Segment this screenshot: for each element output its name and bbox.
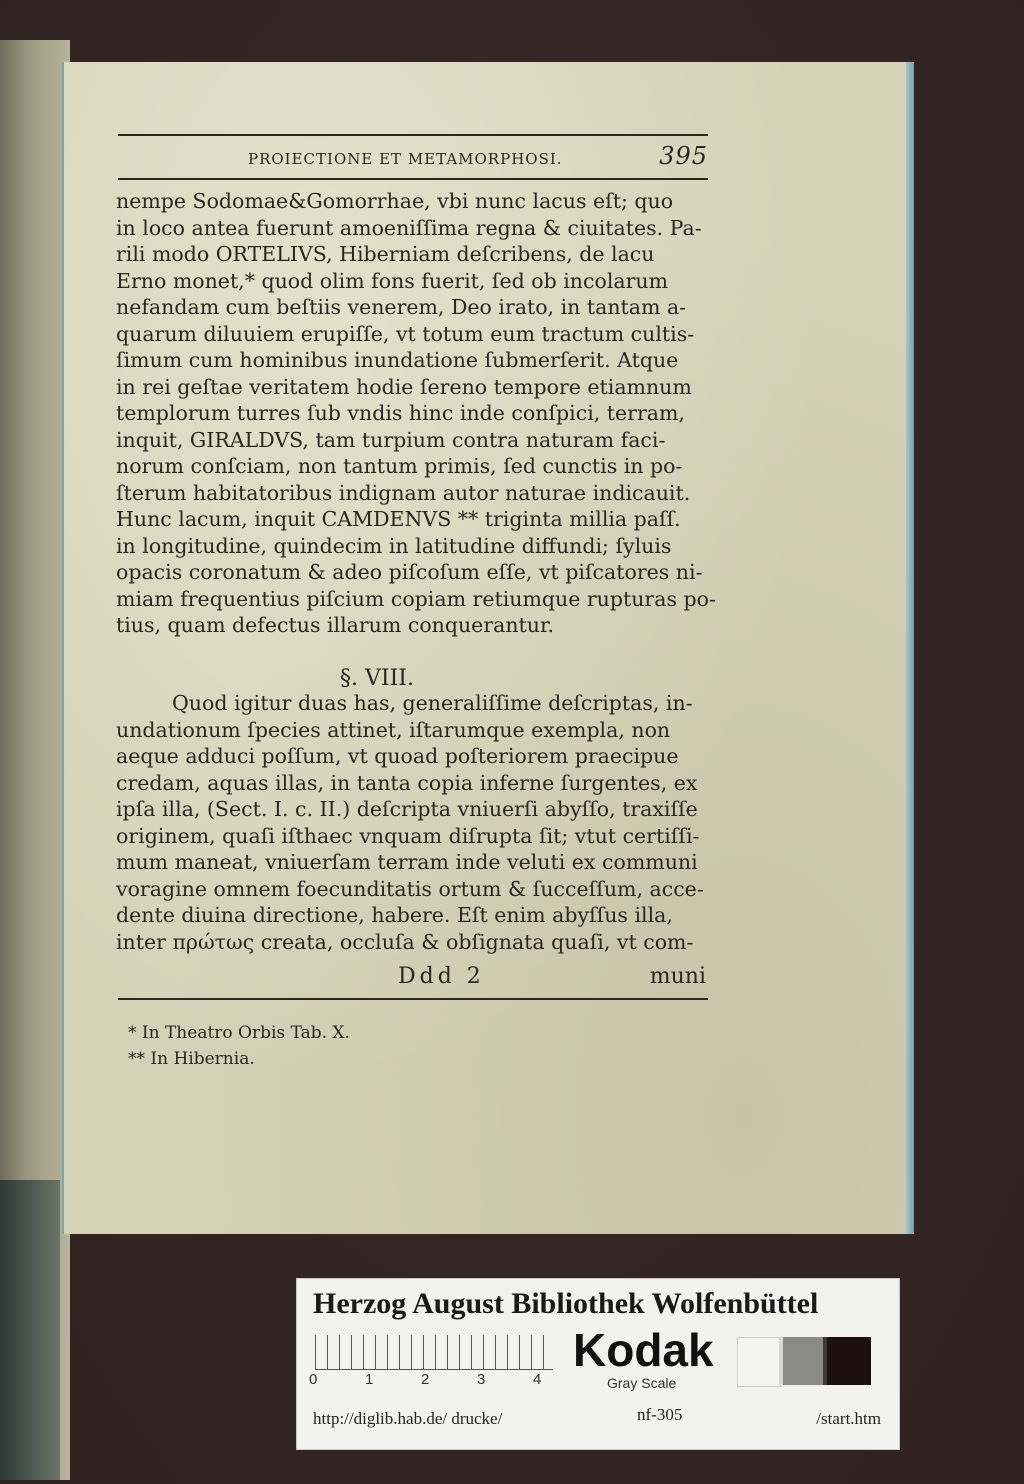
text-line: aeque adduci poſſum, vt quoad poſteriorem praecipue — [116, 744, 679, 768]
text-line: norum conſciam, non tantum primis, ſed cunctis in po- — [116, 454, 683, 478]
text-line: nefandam cum beſtiis venerem, Deo irato, in tantam a- — [116, 295, 687, 319]
text-line: ſterum habitatoribus indignam autor naturae indicauit. — [116, 480, 691, 505]
text-line: quarum diluuiem erupiſſe, vt totum eum tractum cultis- — [116, 321, 695, 346]
text-line: credam, aquas illas, in tanta copia inferne ſurgentes, ex — [116, 770, 698, 795]
text-line: Erno monet,* quod olim fons fuerit, ſed ob incolarum — [116, 268, 669, 293]
shelfmark-code: nf-305 — [637, 1405, 683, 1424]
page-number: 395 — [659, 142, 708, 170]
start-page-link: /start.htm — [816, 1409, 881, 1428]
text-line: ipſa illa, (Sect. I. c. II.) deſcripta vniuerſi abyſſo, traxiſſe — [116, 797, 698, 821]
library-name: Herzog August Bibliothek Wolfenbüttel — [313, 1287, 819, 1320]
paragraph-1 — [116, 188, 716, 639]
header-rule-top — [118, 134, 708, 136]
text-line: dente diuina directione, habere. Eſt enim abyſſus illa, — [116, 903, 673, 927]
gray-swatch-mid — [783, 1337, 823, 1385]
text-line: templorum turres ſub vndis hinc inde conſpici, terram, — [116, 401, 685, 425]
left-page-binding — [0, 1180, 60, 1480]
scale-ruler — [315, 1335, 553, 1370]
kodak-logo: Kodak — [573, 1324, 714, 1376]
running-header — [118, 142, 708, 178]
text-line: ſimum cum hominibus inundatione ſubmerſerit. Atque — [116, 348, 679, 372]
paragraph-2 — [116, 690, 716, 955]
text-line: opacis coronatum & adeo piſcoſum eſſe, vt piſcatores ni- — [116, 560, 703, 584]
section-heading: §. VIII. — [340, 666, 414, 691]
gray-swatch-black — [827, 1337, 871, 1385]
catchword: muni — [649, 964, 706, 989]
ruler-number: 2 — [421, 1371, 430, 1388]
ruler-number: 3 — [477, 1371, 486, 1388]
text-line: Quod igitur duas has, generaliſſime deſcriptas, in- — [172, 691, 693, 715]
text-line: miam frequentius piſcium copiam retiumque rupturas po- — [116, 586, 716, 611]
footnotes — [128, 1020, 350, 1072]
text-line: originem, quaſi iſthaec vnquam diſrupta ſit; vtut certiſſi- — [116, 823, 700, 848]
text-line: undationum ſpecies attinet, iſtarumque exempla, non — [116, 717, 671, 742]
library-color-card — [296, 1278, 900, 1450]
catchline — [116, 964, 706, 994]
running-title: PROIECTIONE ET METAMORPHOSI. — [248, 150, 563, 168]
text-line: Hunc lacum, inquit CAMDENVS ** triginta millia paſſ. — [116, 507, 681, 531]
footnote-rule — [118, 998, 708, 1000]
footnote-2: ** In Hibernia. — [128, 1049, 255, 1069]
text-line: mum maneat, vniuerſam terram inde veluti ex communi — [116, 850, 698, 874]
footnote-1: * In Theatro Orbis Tab. X. — [128, 1023, 350, 1043]
text-line: voragine omnem foecunditatis ortum & ſucceſſum, acce- — [116, 876, 704, 901]
ruler-number: 4 — [533, 1371, 542, 1388]
text-line: in rei geſtae veritatem hodie ſereno tempore etiamnum — [116, 374, 692, 399]
page-fore-edge — [906, 62, 914, 1234]
gray-swatch-white — [737, 1337, 781, 1387]
text-line: in loco antea fuerunt amoeniſſima regna & ciuitates. Pa- — [116, 215, 702, 240]
text-line: inquit, GIRALDVS, tam turpium contra naturam faci- — [116, 427, 666, 452]
signature-mark: Ddd 2 — [398, 964, 485, 989]
text-line: nempe Sodomae&Gomorrhae, vbi nunc lacus eſt; quo — [116, 189, 674, 213]
ruler-number: 0 — [309, 1371, 318, 1388]
text-line: in longitudine, quindecim in latitudine diffundi; ſyluis — [116, 533, 672, 558]
gray-scale-label: Gray Scale — [607, 1375, 677, 1391]
header-rule-bottom — [118, 178, 708, 180]
text-line: rili modo ORTELIVS, Hiberniam deſcribens, de lacu — [116, 242, 655, 266]
digital-library-url: http://diglib.hab.de/ drucke/ — [313, 1409, 503, 1428]
text-line: inter πρώτως creata, occluſa & obſignata quaſi, vt com- — [116, 929, 694, 954]
ruler-number: 1 — [365, 1371, 374, 1388]
text-line: tius, quam defectus illarum conquerantur. — [116, 613, 555, 637]
